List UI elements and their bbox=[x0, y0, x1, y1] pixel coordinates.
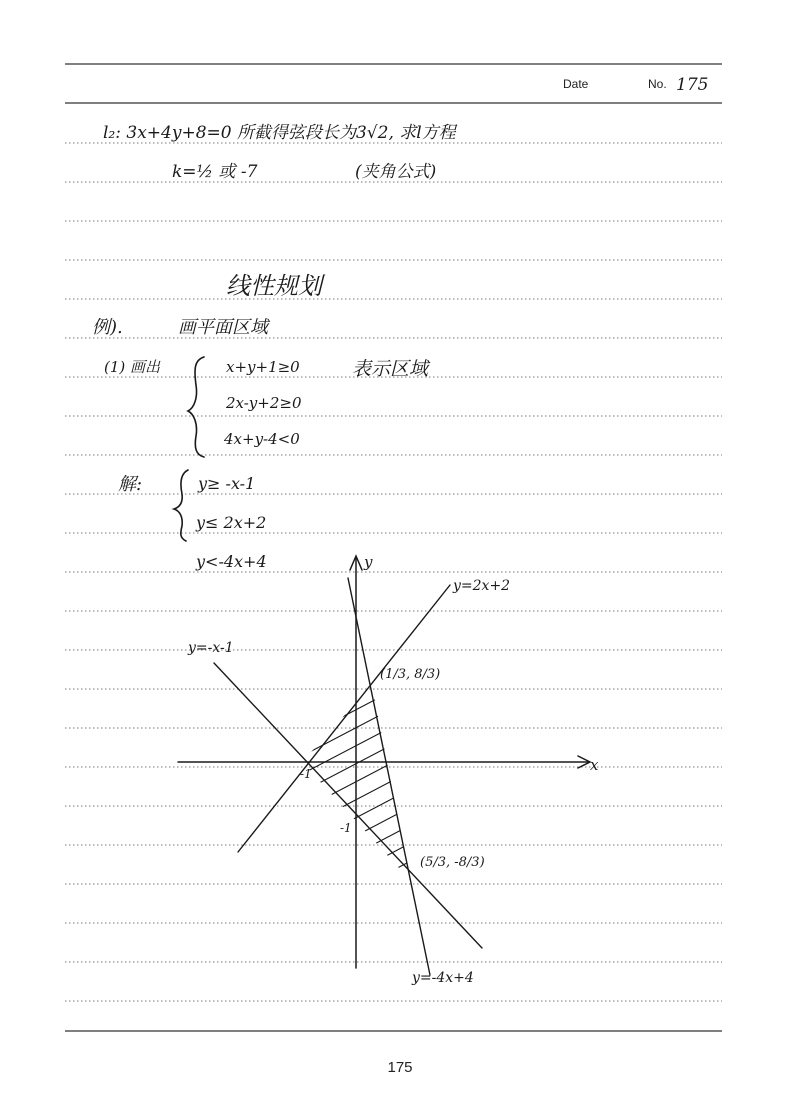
vertex-label-bottom: (5/3, -8/3) bbox=[420, 855, 485, 870]
solution-inequality-1: y≥ -x-1 bbox=[198, 474, 256, 493]
q1-brace bbox=[188, 357, 204, 457]
page-no-value: 175 bbox=[676, 75, 709, 95]
x-tick-label: -1 bbox=[300, 767, 312, 781]
example-label: 例). bbox=[92, 317, 123, 338]
solution-brace bbox=[174, 470, 188, 541]
line-neg-4x-plus-4 bbox=[348, 578, 430, 975]
vertex-label-top: (1/3, 8/3) bbox=[380, 667, 441, 682]
ruled-lines bbox=[65, 143, 722, 1001]
section-title: 线性规划 bbox=[226, 272, 322, 300]
y-tick-label: -1 bbox=[340, 821, 352, 835]
page-number: 175 bbox=[387, 1059, 413, 1076]
note-k-values: k=½ 或 -7 bbox=[172, 162, 258, 182]
x-axis-label: x bbox=[590, 756, 599, 774]
date-label: Date bbox=[563, 77, 589, 91]
q1-tail: 表示区域 bbox=[352, 358, 429, 380]
solution-inequality-2: y≤ 2x+2 bbox=[196, 513, 267, 532]
label-line-neg-x-minus-1: y=-x-1 bbox=[188, 640, 234, 656]
line-2x-plus-2 bbox=[238, 585, 450, 852]
q1-inequality-1: x+y+1≥0 bbox=[226, 358, 300, 376]
region-graph bbox=[178, 553, 599, 994]
no-label: No. bbox=[648, 77, 667, 91]
label-line-neg-4x-plus-4: y=-4x+4 bbox=[412, 970, 474, 986]
note-line-1: l₂: 3x+4y+8=0 所截得弦段长为3√2, 求l方程 bbox=[103, 123, 456, 143]
y-axis-label: y bbox=[364, 553, 373, 571]
note-angle-formula: (夹角公式) bbox=[355, 162, 437, 182]
hatched-region bbox=[260, 650, 470, 994]
solution-inequality-3: y<-4x+4 bbox=[196, 552, 267, 571]
label-line-2x-plus-2: y=2x+2 bbox=[453, 578, 511, 594]
example-text: 画平面区域 bbox=[178, 317, 268, 338]
q1-label: (1) 画出 bbox=[104, 358, 161, 376]
q1-inequality-3: 4x+y-4<0 bbox=[224, 430, 300, 448]
q1-inequality-2: 2x-y+2≥0 bbox=[226, 394, 302, 412]
solution-label: 解: bbox=[118, 474, 143, 495]
